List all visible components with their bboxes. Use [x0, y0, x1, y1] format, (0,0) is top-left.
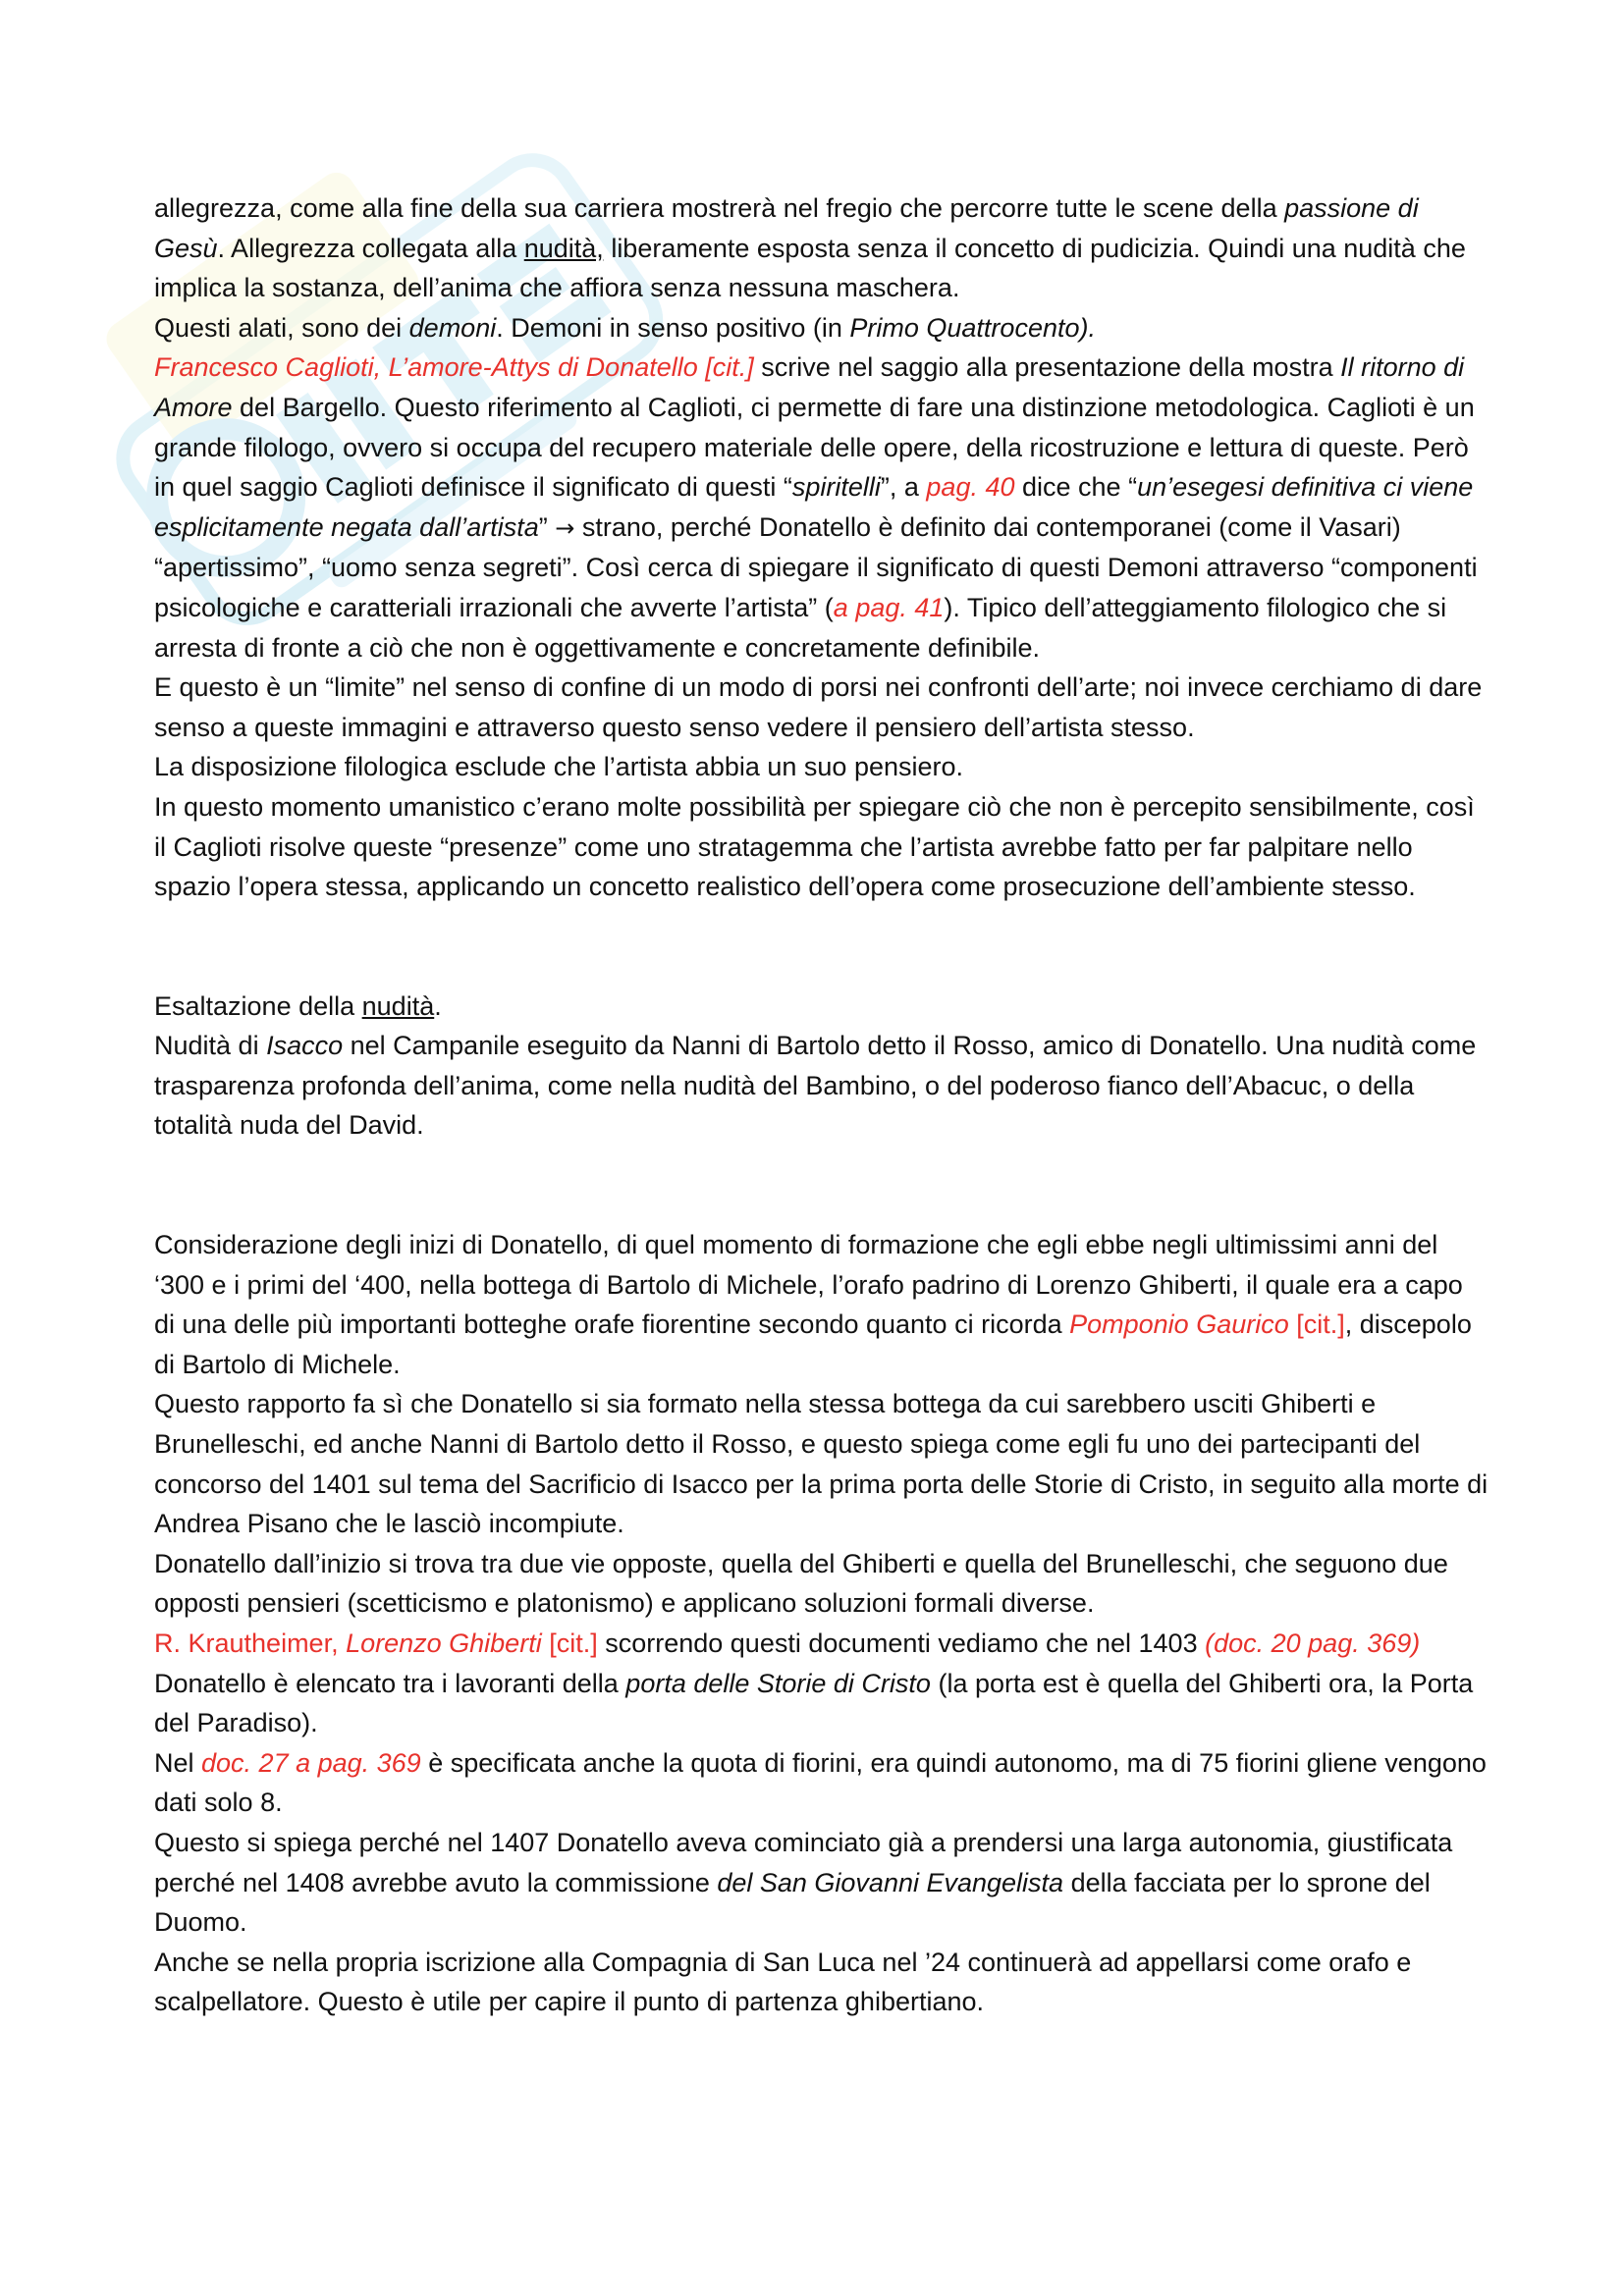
underlined-word: nudità, — [523, 233, 604, 263]
arrow-right-icon: → — [555, 513, 575, 542]
document-body — [154, 188, 1489, 2022]
paragraph-15: Anche se nella propria iscrizione alla Compagnia di San Luca nel ’24 continuerà ad appellarsi come orafo e scalpellatore. Questo è utile per capire il punto di partenza ghibertiano. — [154, 1947, 1412, 2017]
citation: R. Krautheimer, — [154, 1629, 347, 1658]
paragraph-4: E questo è un “limite” nel senso di confine di un modo di porsi nei confronti dell’arte; noi invece cerchiamo di dare senso a queste immagini e attraverso questo senso vedere il pensiero dell’artista stesso. — [154, 672, 1483, 742]
page-reference: pag. 40 — [926, 472, 1015, 503]
citation: Francesco Caglioti, L’amore-Attys di Donatello [cit.] — [154, 352, 754, 383]
citation: [cit.] — [541, 1629, 598, 1658]
paragraph-14: Questo si spiega perché nel 1407 Donatello aveva cominciato già a prendersi una larga autonomia, giustificata perché nel 1408 avrebbe avuto la commissione del San Giovanni Evangelista della facciata per lo sprone del Duomo. — [154, 1827, 1453, 1938]
paragraph-8: Nudità di Isacco nel Campanile eseguito da Nanni di Bartolo detto il Rosso, amico di Donatello. Una nudità come trasparenza profonda dell’anima, come nella nudità del Bambino, o del poderoso fianco dell’Abacuc, o della totalità nuda del David. — [154, 1031, 1477, 1141]
paragraph-13: Nel doc. 27 a pag. 369 è specificata anche la quota di fiorini, era quindi autonomo, ma di 75 fiorini gliene vengono dati solo 8. — [154, 1747, 1487, 1818]
paragraph-1: allegrezza, come alla fine della sua carriera mostrerà nel fregio che percorre tutte le scene della passione di Gesù. Allegrezza collegata alla nudità, liberamente esposta senza il concetto di pudicizia. Quindi una nudità che implica la sostanza, dell’anima che affiora senza nessuna maschera. — [154, 193, 1466, 303]
paragraph-12: R. Krautheimer, Lorenzo Ghiberti [cit.] scorrendo questi documenti vediamo che nel 1403 (doc. 20 pag. 369) Donatello è elencato tra i lavoranti della porta delle Storie di Cristo (la porta est è quella del Ghiberti ora, la Porta del Paradiso). — [154, 1629, 1474, 1738]
citation: Lorenzo Ghiberti — [346, 1629, 542, 1658]
page-reference: (doc. 20 pag. 369) — [1205, 1629, 1421, 1658]
paragraph-5: La disposizione filologica esclude che l’artista abbia un suo pensiero. — [154, 752, 964, 782]
paragraph-11: Donatello dall’inizio si trova tra due vie opposte, quella del Ghiberti e quella del Brunelleschi, che seguono due opposti pensieri (scetticismo e platonismo) e applicano soluzioni formali diverse. — [154, 1548, 1448, 1619]
citation: [cit.] — [1288, 1309, 1345, 1340]
paragraph-7: Esaltazione della nudità. — [154, 990, 442, 1021]
page-reference: a pag. 41 — [833, 592, 945, 622]
paragraph-9: Considerazione degli inizi di Donatello, di quel momento di formazione che egli ebbe negli ultimissimi anni del ‘300 e i primi del ‘400, nella bottega di Bartolo di Michele, l’orafo padrino di Lorenzo Ghiberti, il quale era a capo di una delle più importanti botteghe orafe fiorentine secondo quanto ci ricorda Pomponio Gaurico [cit.], discepolo di Bartolo di Michele. — [154, 1230, 1472, 1379]
underlined-word: nudità — [361, 990, 435, 1021]
page-reference: doc. 27 a pag. 369 — [201, 1747, 421, 1778]
paragraph-2: Questi alati, sono dei demoni. Demoni in senso positivo (in Primo Quattrocento). — [154, 312, 1096, 343]
paragraph-10: Questo rapporto fa sì che Donatello si sia formato nella stessa bottega da cui sarebbero usciti Ghiberti e Brunelleschi, ed anche Nanni di Bartolo detto il Rosso, e questo spiega come egli fu uno dei partecipanti del concorso del 1401 sul tema del Sacrificio di Isacco per la prima porta delle Storie di Cristo, in seguito alla morte di Andrea Pisano che le lasciò incompiute. — [154, 1389, 1489, 1539]
paragraph-6: In questo momento umanistico c’erano molte possibilità per spiegare ciò che non è percepito sensibilmente, così il Caglioti risolve queste “presenze” come uno stratagemma che l’artista avrebbe fatto per far palpitare nello spazio l’opera stessa, applicando un concetto realistico dell’opera come prosecuzione dell’ambiente stesso. — [154, 791, 1475, 902]
citation: Pomponio Gaurico — [1069, 1309, 1289, 1340]
paragraph-3: Francesco Caglioti, L’amore-Attys di Donatello [cit.] scrive nel saggio alla presentazione della mostra Il ritorno di Amore del Bargello. Questo riferimento al Caglioti, ci permette di fare una distinzione metodologica. Caglioti è un grande filologo, ovvero si occupa del recupero materiale delle opere, della ricostruzione e lettura di queste. Però in quel saggio Caglioti definisce il significato di questi “spiritelli”, a pag. 40 dice che “un’esegesi definitiva ci viene esplicitamente negata dall’artista” → strano, perché Donatello è definito dai contemporanei (come il Vasari) “apertissimo”, “uomo senza segreti”. Così cerca di spiegare il significato di questi Demoni attraverso “componenti psicologiche e caratteriali irrazionali che avverte l’artista” (a pag. 41). Tipico dell’atteggiamento filologico che si arresta di fronte a ciò che non è oggettivamente e concretamente definibile. — [154, 352, 1478, 663]
